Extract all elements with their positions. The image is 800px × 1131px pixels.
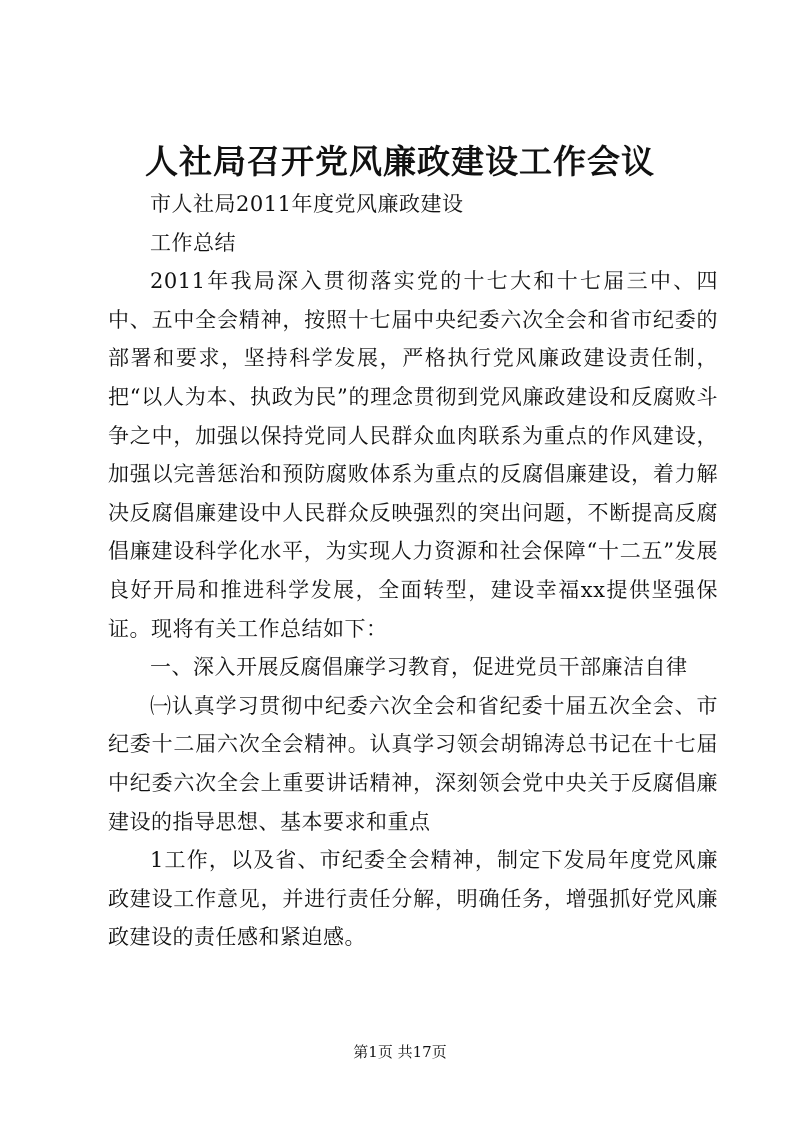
- document-title: 人社局召开党风廉政建设工作会议: [145, 142, 655, 181]
- section-heading-1: 一、深入开展反腐倡廉学习教育，促进党员干部廉洁自律: [150, 655, 688, 680]
- paragraph-subtitle-1: 市人社局2011年度党风廉政建设: [150, 192, 464, 216]
- page-number-footer: 第1页 共17页: [353, 1043, 447, 1061]
- paragraph-subtitle-2: 工作总结: [150, 230, 236, 255]
- document-body: [108, 185, 718, 957]
- paragraph-intro: 2011年我局深入贯彻落实党的十七大和十七届三中、四中、五中全会精神，按照十七届中央纪委六次全会和省市纪委的部署和要求，坚持科学发展，严格执行党风廉政建设责任制，把“以人为本、执政为民”的理念贯彻到党风廉政建设和反腐败斗争之中，加强以保持党同人民群众血肉联系为重点的作风建设，加强以完善惩治和预防腐败体系为重点的反腐倡廉建设，着力解决反腐倡廉建设中人民群众反映强烈的突出问题，不断提高反腐倡廉建设科学化水平，为实现人力资源和社会保障“十二五”发展良好开局和推进科学发展，全面转型，建设幸福xx提供坚强保证。现将有关工作总结如下：: [108, 269, 718, 641]
- paragraph-work: 1工作，以及省、市纪委全会精神，制定下发局年度党风廉政建设工作意见，并进行责任分解，明确任务，增强抓好党风廉政建设的责任感和紧迫感。: [108, 848, 718, 950]
- paragraph-study: ㈠认真学习贯彻中纪委六次全会和省纪委十届五次全会、市纪委十二届六次全会精神。认真学习领会胡锦涛总书记在十七届中纪委六次全会上重要讲话精神，深刻领会党中央关于反腐倡廉建设的指导思想、基本要求和重点: [108, 693, 718, 834]
